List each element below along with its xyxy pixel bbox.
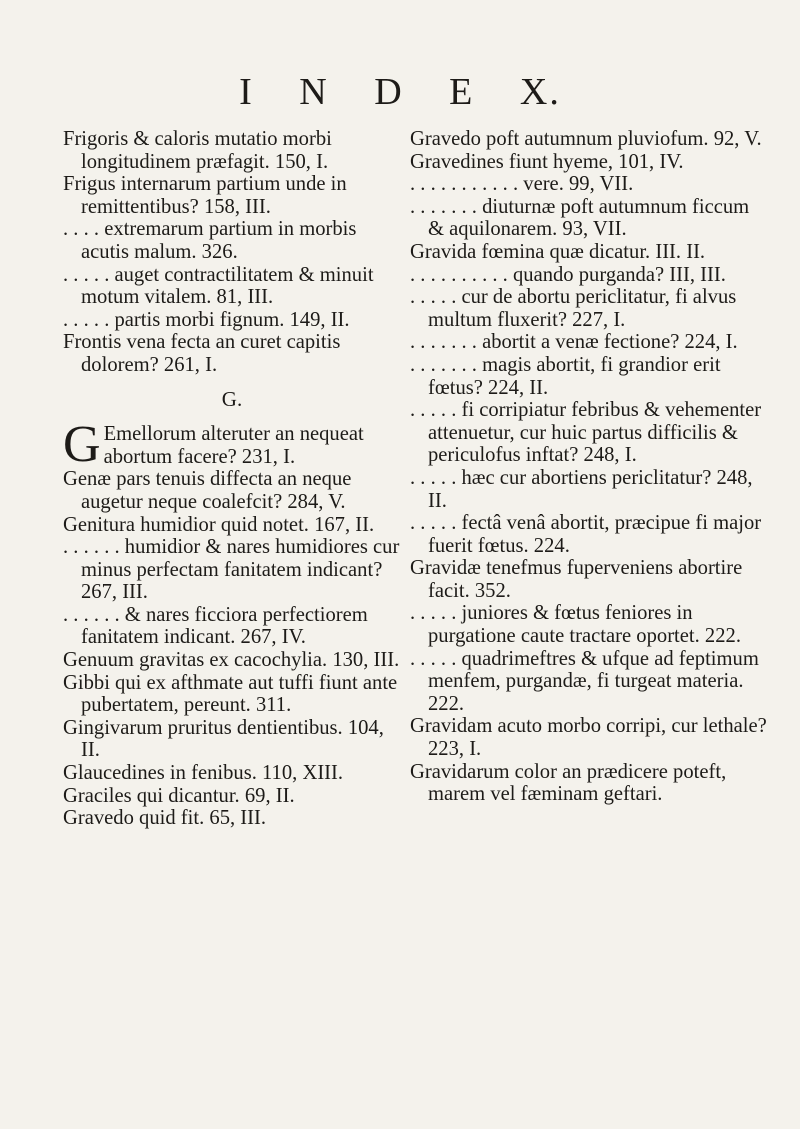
index-entry: Glaucedines in fenibus. 110, XIII. bbox=[63, 762, 344, 785]
index-entry: Gravidæ tenefmus fuperveniens abortire facit. 352. bbox=[410, 557, 743, 602]
index-entry: Gravidarum color an prædicere poteft, marem vel fæminam geftari. bbox=[410, 760, 727, 806]
index-entry: Frigoris & caloris mutatio morbi longitudinem præfagit. 150, I. bbox=[63, 128, 332, 173]
index-entry: Gravida fœmina quæ dicatur. III. II. bbox=[410, 240, 706, 263]
index-entry: . . . . . juniores & fœtus feniores in purgatione caute tractare oportet. 222. bbox=[410, 602, 741, 648]
index-entry: Graciles qui dicantur. 69, II. bbox=[63, 784, 295, 807]
section-letter: G. bbox=[221, 386, 243, 411]
index-entry: Genitura humidior quid notet. 167, II. bbox=[63, 513, 375, 536]
index-entry: Gravidam acuto morbo corripi, cur lethale? 223, I. bbox=[410, 715, 767, 761]
index-entry: . . . . . partis morbi fignum. 149, II. bbox=[63, 308, 350, 331]
index-entry: Frontis vena fecta an curet capitis dolorem? 261, I. bbox=[63, 331, 341, 376]
index-entry: Frigus internarum partium unde in remittentibus? 158, III. bbox=[63, 173, 347, 218]
index-entry: Gingivarum pruritus dentientibus. 104, II. bbox=[63, 716, 384, 762]
index-entry: . . . . . fi corripiatur febribus & vehementer attenuetur, cur huic partus difficilis & periculofus inftat? 248, I. bbox=[410, 399, 762, 467]
index-entry: . . . . . hæc cur abortiens periclitatur? 248, II. bbox=[410, 466, 753, 512]
index-entry: . . . . . . . . . . . vere. 99, VII. bbox=[410, 173, 634, 196]
index-entry: . . . . . cur de abortu periclitatur, fi alvus multum fluxerit? 227, I. bbox=[410, 286, 737, 331]
index-entry: Genuum gravitas ex cacochylia. 130, III. bbox=[63, 649, 400, 672]
index-entry: . . . . . . . . . . quando purganda? III, III. bbox=[410, 263, 726, 286]
index-entry: Gravedo poft autumnum pluviofum. 92, V. bbox=[410, 128, 762, 150]
left-column bbox=[63, 128, 401, 830]
index-entry: . . . . . auget contractilitatem & minuit motum vitalem. 81, III. bbox=[63, 263, 374, 309]
right-column bbox=[410, 128, 770, 806]
index-entry: . . . . . fectâ venâ abortit, præcipue fi major fuerit fœtus. 224. bbox=[410, 512, 762, 557]
index-entry: Gravedo quid fit. 65, III. bbox=[63, 807, 267, 830]
index-entry: . . . . . . . diuturnæ poft autumnum ficcum & aquilonarem. 93, VII. bbox=[410, 195, 750, 241]
page-header: I N D E X. bbox=[239, 71, 561, 113]
index-entry: . . . . extremarum partium in morbis acutis malum. 326. bbox=[63, 218, 357, 263]
dropcap-entry-text: Emellorum alteruter an nequeat abortum facere? 231, I. bbox=[103, 423, 364, 468]
index-entry: . . . . . . . magis abortit, fi grandior erit fœtus? 224, II. bbox=[410, 353, 721, 399]
index-entry: . . . . . . . abortit a venæ fectione? 224, I. bbox=[410, 331, 738, 354]
index-entry: Genæ pars tenuis diffecta an neque augetur neque coalefcit? 284, V. bbox=[63, 468, 352, 513]
drop-cap: G bbox=[63, 416, 101, 474]
index-entry: Gravedines fiunt hyeme, 101, IV. bbox=[410, 150, 684, 173]
index-entry: Gibbi qui ex afthmate aut tuffi fiunt ante pubertatem, pereunt. 311. bbox=[63, 671, 398, 717]
index-entry-dropcap bbox=[63, 416, 401, 474]
index-entry: . . . . . quadrimeftres & ufque ad feptimum menfem, purgandæ, fi turgeat materia. 222. bbox=[410, 647, 759, 715]
index-entry: . . . . . . & nares ficciora perfectiorem fanitatem indicant. 267, IV. bbox=[63, 603, 368, 649]
index-entry: . . . . . . humidior & nares humidiores cur minus perfectam fanitatem indicant? 267, III. bbox=[63, 536, 400, 604]
